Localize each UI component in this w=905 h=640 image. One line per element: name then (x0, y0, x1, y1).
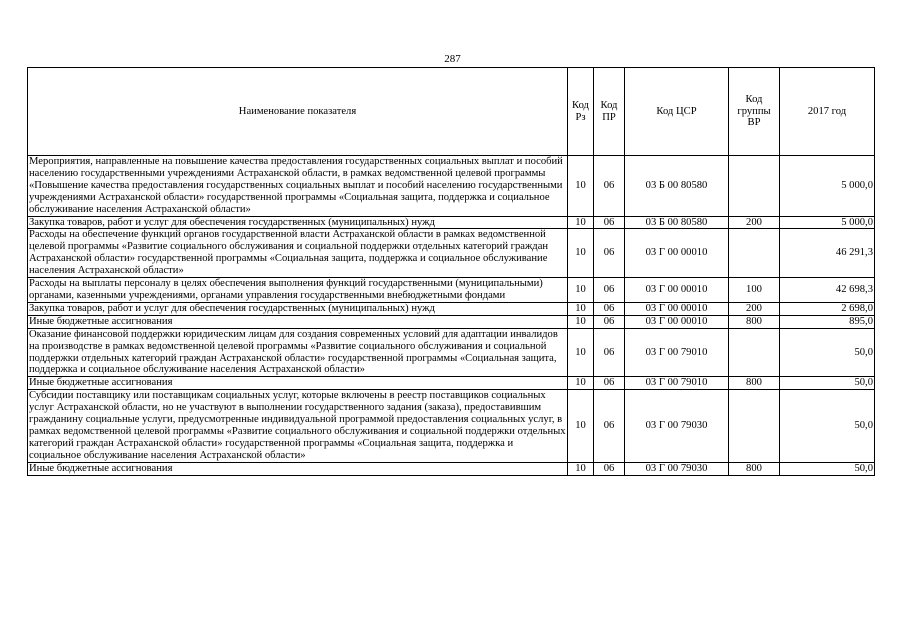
cell-name: Расходы на выплаты персоналу в целях обеспечения выполнения функций государственными (муниципальными) органами, казенными учреждениями, органами управления государственными внебюджетными фондами (28, 278, 568, 303)
cell-name: Закупка товаров, работ и услуг для обеспечения государственных (муниципальных) нужд (28, 216, 568, 229)
cell-amount: 42 698,3 (780, 278, 875, 303)
cell-name: Субсидии поставщику или поставщикам социальных услуг, которые включены в реестр поставщиков социальных услуг Астраханской области, но не участвуют в выполнении государственного задания (заказа), предоставившим гражданину социальные услуги, предусмотренные индивидуальной программой предоставления социальных услуг, в рамках ведомственной целевой программы «Развитие социального обслуживания и социальной поддержки отдельных категорий граждан Астраханской области» государственной программы «Социальная защита, поддержка и социальное обслуживание населения Астраханской области» (29, 390, 566, 461)
cell-csr: 03 Г 00 79010 (625, 377, 729, 390)
table-row (28, 302, 875, 315)
header-rz: Код Рз (568, 68, 594, 156)
table-row (28, 229, 875, 278)
cell-pr: 06 (594, 328, 625, 377)
cell-vr (729, 229, 780, 278)
table-row (28, 156, 875, 217)
cell-csr: 03 Г 00 79030 (625, 390, 729, 462)
cell-pr: 06 (594, 216, 625, 229)
cell-rz: 10 (568, 216, 594, 229)
cell-rz: 10 (568, 328, 594, 377)
cell-csr: 03 Г 00 00010 (625, 229, 729, 278)
cell-rz: 10 (568, 390, 594, 462)
cell-rz: 10 (568, 462, 594, 475)
cell-vr (729, 390, 780, 462)
cell-pr: 06 (594, 315, 625, 328)
cell-amount: 2 698,0 (780, 302, 875, 315)
cell-vr: 200 (729, 216, 780, 229)
cell-csr: 03 Г 00 00010 (625, 278, 729, 303)
cell-name: Оказание финансовой поддержки юридическим лицам для создания современных условий для адаптации инвалидов на производстве в рамках ведомственной целевой программы «Развитие социального обслуживания и социальной поддержки отдельных категорий граждан Астраханской области» государственной программы «Социальная защита, поддержка и социальное обслуживание населения Астраханской области» (28, 328, 568, 377)
cell-csr: 03 Б 00 80580 (625, 216, 729, 229)
cell-name: Мероприятия, направленные на повышение качества предоставления государственных социальных выплат и пособий населению государственными учреждениями Астраханской области, в рамках ведомственной целевой программы «Повышение качества предоставления государственных социальных выплат и пособий населению государственными учреждениями Астраханской области» государственной программы «Социальная защита, поддержка и социальное обслуживание населения Астраханской области» (28, 156, 568, 217)
cell-rz: 10 (568, 377, 594, 390)
cell-amount: 50,0 (780, 390, 875, 462)
cell-rz: 10 (568, 156, 594, 217)
cell-rz: 10 (568, 302, 594, 315)
cell-pr: 06 (594, 390, 625, 462)
cell-vr: 100 (729, 278, 780, 303)
header-vr: Код группы ВР (729, 68, 780, 156)
table-row (28, 462, 875, 475)
cell-vr (729, 328, 780, 377)
header-name: Наименование показателя (28, 68, 568, 156)
cell-csr: 03 Г 00 79010 (625, 328, 729, 377)
cell-csr: 03 Г 00 00010 (625, 302, 729, 315)
cell-pr: 06 (594, 377, 625, 390)
cell-pr: 06 (594, 278, 625, 303)
cell-vr: 200 (729, 302, 780, 315)
cell-amount: 50,0 (780, 462, 875, 475)
cell-name: Расходы на обеспечение функций органов государственной власти Астраханской области в рамках ведомственной целевой программы «Развитие социального обслуживания и социальной поддержки отдельных категорий граждан Астраханской области» государственной программы «Социальная защита, поддержка и социальное обслуживание населения Астраханской области» (28, 229, 568, 278)
cell-name: Иные бюджетные ассигнования (28, 462, 568, 475)
cell-vr: 800 (729, 462, 780, 475)
table-header-row (28, 68, 875, 156)
cell-vr: 800 (729, 315, 780, 328)
header-year: 2017 год (780, 68, 875, 156)
table-row (28, 377, 875, 390)
cell-pr: 06 (594, 229, 625, 278)
cell-amount: 5 000,0 (780, 216, 875, 229)
cell-vr: 800 (729, 377, 780, 390)
cell-rz: 10 (568, 229, 594, 278)
table-row (28, 328, 875, 377)
cell-amount: 5 000,0 (780, 156, 875, 217)
cell-pr: 06 (594, 156, 625, 217)
cell-csr: 03 Б 00 80580 (625, 156, 729, 217)
cell-amount: 50,0 (780, 328, 875, 377)
cell-rz: 10 (568, 278, 594, 303)
table-row (28, 390, 875, 462)
page-number: 287 (444, 53, 461, 65)
cell-amount: 895,0 (780, 315, 875, 328)
cell-csr: 03 Г 00 79030 (625, 462, 729, 475)
header-csr: Код ЦСР (625, 68, 729, 156)
cell-amount: 46 291,3 (780, 229, 875, 278)
table-row (28, 216, 875, 229)
cell-pr: 06 (594, 302, 625, 315)
cell-name: Иные бюджетные ассигнования (28, 377, 568, 390)
cell-pr: 06 (594, 462, 625, 475)
cell-amount: 50,0 (780, 377, 875, 390)
cell-name: Закупка товаров, работ и услуг для обеспечения государственных (муниципальных) нужд (28, 302, 568, 315)
budget-table (27, 67, 875, 476)
cell-name: Иные бюджетные ассигнования (28, 315, 568, 328)
table-row (28, 278, 875, 303)
table-row (28, 315, 875, 328)
cell-csr: 03 Г 00 00010 (625, 315, 729, 328)
cell-vr (729, 156, 780, 217)
cell-rz: 10 (568, 315, 594, 328)
header-pr: Код ПР (594, 68, 625, 156)
